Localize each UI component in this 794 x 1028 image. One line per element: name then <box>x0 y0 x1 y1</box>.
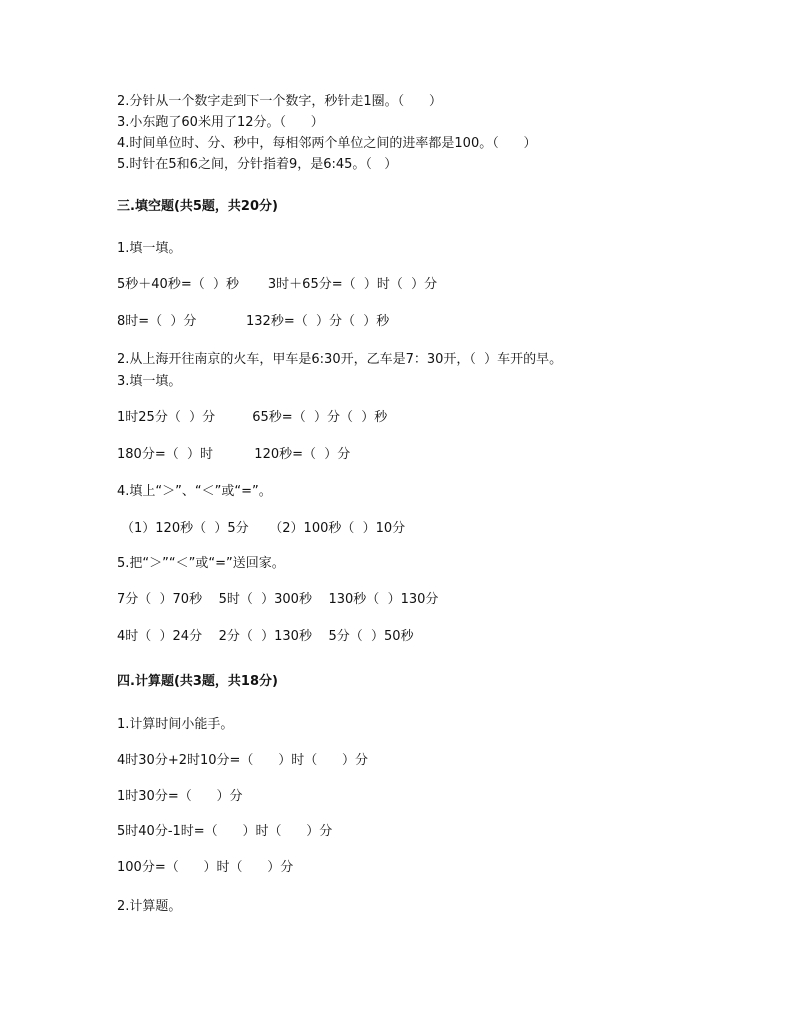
judge-question-5: 5.时针在5和6之间，分针指着9，是6:45。（ ） <box>117 157 398 172</box>
fill-q5-row-2: 4时（ ）24分 2分（ ）130秒 5分（ ）50秒 <box>117 629 414 644</box>
fill-q3-title: 3.填一填。 <box>117 374 182 389</box>
judge-question-2: 2.分针从一个数字走到下一个数字，秒针走1圈。（ ） <box>117 94 442 109</box>
calc-q1-row-3: 5时40分-1时=（ ）时（ ）分 <box>117 824 333 839</box>
calc-q1-title: 1.计算时间小能手。 <box>117 717 234 732</box>
fill-q2-title: 2.从上海开往南京的火车，甲车是6:30开，乙车是7：30开，（ ）车开的早。 <box>117 352 563 367</box>
section-3-heading: 三.填空题(共5题，共20分) <box>117 199 278 214</box>
fill-q5-row-1: 7分（ ）70秒 5时（ ）300秒 130秒（ ）130分 <box>117 592 439 607</box>
fill-q3-row-2: 180分=（ ）时 120秒=（ ）分 <box>117 447 351 462</box>
judge-question-4: 4.时间单位时、分、秒中，每相邻两个单位之间的进率都是100。（ ） <box>117 136 537 151</box>
calc-q2-title: 2.计算题。 <box>117 899 182 914</box>
calc-q1-row-4: 100分=（ ）时（ ）分 <box>117 860 294 875</box>
section-4-heading: 四.计算题(共3题，共18分) <box>117 674 278 689</box>
calc-q1-row-2: 1时30分=（ ）分 <box>117 789 243 804</box>
fill-q4-row-1: （1）120秒（ ）5分 （2）100秒（ ）10分 <box>121 521 406 536</box>
calc-q1-row-1: 4时30分+2时10分=（ ）时（ ）分 <box>117 753 368 768</box>
fill-q5-title: 5.把“＞”“＜”或“=”送回家。 <box>117 556 285 571</box>
fill-q3-row-1: 1时25分（ ）分 65秒=（ ）分（ ）秒 <box>117 410 388 425</box>
fill-q1-title: 1.填一填。 <box>117 241 182 256</box>
fill-q1-row-2: 8时=（ ）分 132秒=（ ）分（ ）秒 <box>117 314 390 329</box>
fill-q1-row-1: 5秒＋40秒=（ ）秒 3时＋65分=（ ）时（ ）分 <box>117 277 438 292</box>
judge-question-3: 3.小东跑了60米用了12分。（ ） <box>117 115 324 130</box>
fill-q4-title: 4.填上“＞”、“＜”或“=”。 <box>117 484 272 499</box>
